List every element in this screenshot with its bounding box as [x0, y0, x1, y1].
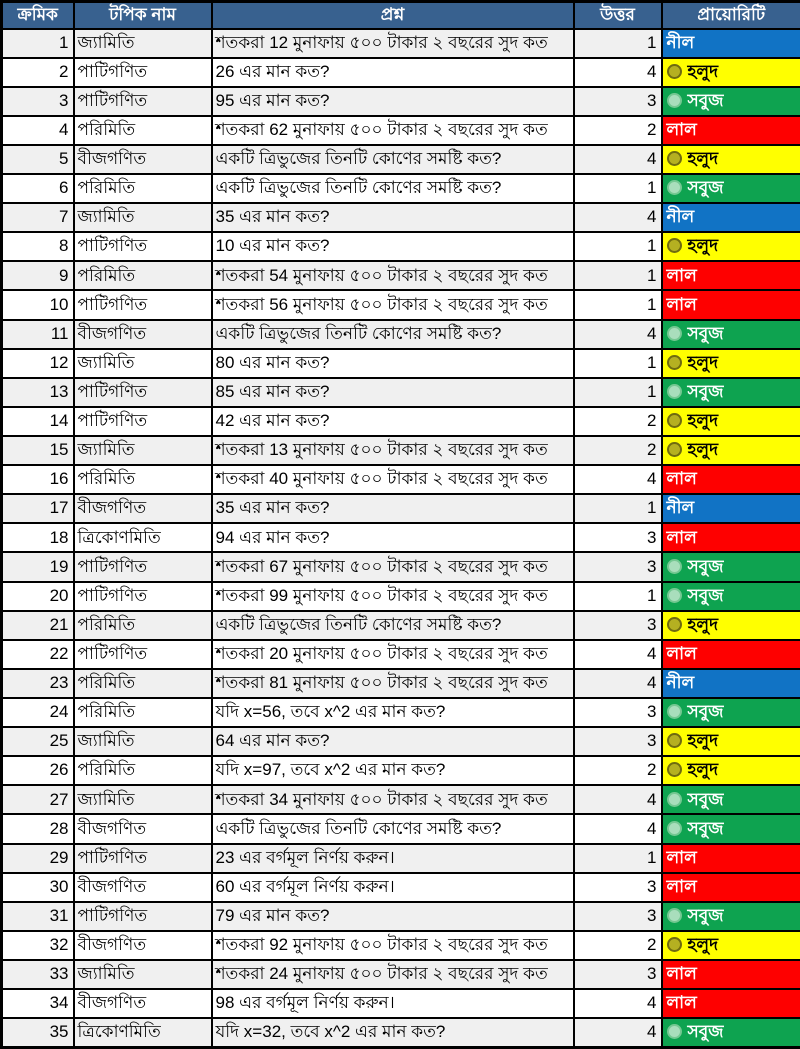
priority-label: হলুদ [687, 236, 719, 256]
topic-cell: পরিমিতি [74, 116, 212, 145]
topic-cell: পাটিগণিত [74, 58, 212, 87]
topic-cell: জ্যামিতি [74, 29, 212, 58]
question-cell: 35 এর মান কত? [212, 494, 574, 523]
priority-cell [662, 844, 800, 873]
question-cell: যদি x=97, তবে x^2 এর মান কত? [212, 756, 574, 785]
priority-label: লাল [666, 527, 697, 547]
priority-cell [662, 902, 800, 931]
question-cell: শতকরা 40 মুনাফায় ৫০০ টাকার ২ বছরের সুদ কত [212, 465, 574, 494]
answer-cell: 1 [574, 494, 662, 523]
priority-label: হলুদ [687, 149, 719, 169]
answer-cell: 3 [574, 727, 662, 756]
priority-cell [662, 785, 800, 814]
topic-cell: পাটিগণিত [74, 232, 212, 261]
priority-cell [662, 698, 800, 727]
priority-label: সবুজ [687, 178, 724, 198]
priority-cell [662, 145, 800, 174]
topic-cell: পরিমিতি [74, 698, 212, 727]
table-header [2, 2, 800, 29]
question-cell: 95 এর মান কত? [212, 87, 574, 116]
yellow-circle-icon [667, 617, 682, 632]
table-row [2, 145, 800, 174]
topic-cell: পাটিগণিত [74, 407, 212, 436]
priority-cell [662, 611, 800, 640]
green-circle-icon [667, 588, 682, 603]
green-circle-icon [667, 384, 682, 399]
answer-cell: 3 [574, 552, 662, 581]
question-cell: যদি x=56, তবে x^2 এর মান কত? [212, 698, 574, 727]
answer-cell: 4 [574, 640, 662, 669]
serial-cell: 17 [2, 494, 74, 523]
serial-cell: 13 [2, 378, 74, 407]
topic-cell: জ্যামিতি [74, 203, 212, 232]
priority-label: সবুজ [687, 818, 724, 838]
topic-cell: পাটিগণিত [74, 902, 212, 931]
table-row [2, 290, 800, 319]
question-cell: একটি ত্রিভুজের তিনটি কোণের সমষ্টি কত? [212, 814, 574, 843]
priority-cell [662, 756, 800, 785]
answer-cell: 4 [574, 989, 662, 1018]
answer-cell: 4 [574, 58, 662, 87]
serial-cell: 9 [2, 261, 74, 290]
green-circle-icon [667, 559, 682, 574]
serial-cell: 1 [2, 29, 74, 58]
question-cell: শতকরা 81 মুনাফায় ৫০০ টাকার ২ বছরের সুদ কত [212, 669, 574, 698]
table-row [2, 814, 800, 843]
answer-cell: 4 [574, 465, 662, 494]
table-row [2, 960, 800, 989]
answer-cell: 3 [574, 523, 662, 552]
answer-cell: 1 [574, 844, 662, 873]
priority-cell [662, 407, 800, 436]
priority-cell [662, 640, 800, 669]
topic-cell: বীজগণিত [74, 989, 212, 1018]
answer-cell: 4 [574, 203, 662, 232]
column-header-answer: উত্তর [574, 2, 662, 29]
serial-cell: 24 [2, 698, 74, 727]
table-row [2, 523, 800, 552]
question-cell: শতকরা 54 মুনাফায় ৫০০ টাকার ২ বছরের সুদ কত [212, 261, 574, 290]
priority-cell [662, 552, 800, 581]
priority-cell [662, 582, 800, 611]
table-row [2, 58, 800, 87]
table-row [2, 582, 800, 611]
green-circle-icon [667, 180, 682, 195]
question-cell: 98 এর বর্গমূল নির্ণয় করুন। [212, 989, 574, 1018]
priority-label: লাল [666, 265, 697, 285]
priority-cell [662, 232, 800, 261]
question-cell: শতকরা 92 মুনাফায় ৫০০ টাকার ২ বছরের সুদ কত [212, 931, 574, 960]
table-row [2, 87, 800, 116]
answer-cell: 4 [574, 320, 662, 349]
table-row [2, 727, 800, 756]
answer-cell: 4 [574, 669, 662, 698]
topic-cell: বীজগণিত [74, 320, 212, 349]
priority-label: হলুদ [687, 760, 719, 780]
serial-cell: 27 [2, 785, 74, 814]
question-cell: একটি ত্রিভুজের তিনটি কোণের সমষ্টি কত? [212, 611, 574, 640]
priority-cell [662, 174, 800, 203]
serial-cell: 7 [2, 203, 74, 232]
question-cell: 10 এর মান কত? [212, 232, 574, 261]
topic-cell: জ্যামিতি [74, 960, 212, 989]
serial-cell: 12 [2, 349, 74, 378]
priority-label: হলুদ [687, 731, 719, 751]
green-circle-icon [667, 821, 682, 836]
topic-cell: বীজগণিত [74, 931, 212, 960]
question-cell: শতকরা 67 মুনাফায় ৫০০ টাকার ২ বছরের সুদ কত [212, 552, 574, 581]
priority-cell [662, 669, 800, 698]
priority-cell [662, 989, 800, 1018]
topic-cell: জ্যামিতি [74, 727, 212, 756]
priority-cell [662, 320, 800, 349]
priority-label: নীল [666, 498, 695, 518]
topic-cell: পাটিগণিত [74, 290, 212, 319]
answer-cell: 3 [574, 611, 662, 640]
priority-cell [662, 960, 800, 989]
question-cell: 26 এর মান কত? [212, 58, 574, 87]
priority-cell [662, 873, 800, 902]
question-cell: 80 এর মান কত? [212, 349, 574, 378]
priority-cell [662, 349, 800, 378]
priority-label: সবুজ [687, 702, 724, 722]
answer-cell: 2 [574, 116, 662, 145]
serial-cell: 15 [2, 436, 74, 465]
topic-cell: পাটিগণিত [74, 552, 212, 581]
topic-cell: পরিমিতি [74, 669, 212, 698]
question-cell: একটি ত্রিভুজের তিনটি কোণের সমষ্টি কত? [212, 145, 574, 174]
answer-cell: 1 [574, 290, 662, 319]
priority-label: সবুজ [687, 789, 724, 809]
serial-cell: 3 [2, 87, 74, 116]
table-row [2, 465, 800, 494]
topic-cell: বীজগণিত [74, 494, 212, 523]
topic-cell: পাটিগণিত [74, 87, 212, 116]
topic-cell: ত্রিকোণমিতি [74, 523, 212, 552]
topic-cell: পরিমিতি [74, 756, 212, 785]
priority-label: সবুজ [687, 323, 724, 343]
priority-label: হলুদ [687, 352, 719, 372]
question-cell: 35 এর মান কত? [212, 203, 574, 232]
priority-label: লাল [666, 120, 697, 140]
column-header-topic: টপিক নাম [74, 2, 212, 29]
serial-cell: 2 [2, 58, 74, 87]
priority-label: লাল [666, 993, 697, 1013]
column-header-serial: ক্রমিক [2, 2, 74, 29]
topic-cell: পাটিগণিত [74, 844, 212, 873]
yellow-circle-icon [667, 733, 682, 748]
answer-cell: 2 [574, 756, 662, 785]
answer-cell: 3 [574, 698, 662, 727]
table-row [2, 844, 800, 873]
serial-cell: 4 [2, 116, 74, 145]
table-row [2, 931, 800, 960]
priority-label: লাল [666, 847, 697, 867]
table-row [2, 320, 800, 349]
answer-cell: 4 [574, 814, 662, 843]
table-row [2, 494, 800, 523]
question-cell: যদি x=32, তবে x^2 এর মান কত? [212, 1018, 574, 1047]
topic-cell: পাটিগণিত [74, 378, 212, 407]
priority-cell [662, 1018, 800, 1047]
question-cell: শতকরা 20 মুনাফায় ৫০০ টাকার ২ বছরের সুদ কত [212, 640, 574, 669]
serial-cell: 32 [2, 931, 74, 960]
topic-cell: বীজগণিত [74, 814, 212, 843]
priority-cell [662, 494, 800, 523]
answer-cell: 4 [574, 145, 662, 174]
topic-cell: জ্যামিতি [74, 785, 212, 814]
serial-cell: 10 [2, 290, 74, 319]
priority-label: লাল [666, 294, 697, 314]
priority-label: লাল [666, 964, 697, 984]
priority-label: নীল [666, 207, 695, 227]
column-header-question: প্রশ্ন [212, 2, 574, 29]
table-row [2, 232, 800, 261]
table-row [2, 203, 800, 232]
table-row [2, 989, 800, 1018]
priority-label: হলুদ [687, 411, 719, 431]
answer-cell: 3 [574, 873, 662, 902]
serial-cell: 30 [2, 873, 74, 902]
table-row [2, 1018, 800, 1047]
question-cell: শতকরা 56 মুনাফায় ৫০০ টাকার ২ বছরের সুদ কত [212, 290, 574, 319]
question-cell: শতকরা 62 মুনাফায় ৫০০ টাকার ২ বছরের সুদ কত [212, 116, 574, 145]
yellow-circle-icon [667, 762, 682, 777]
serial-cell: 18 [2, 523, 74, 552]
question-cell: 79 এর মান কত? [212, 902, 574, 931]
priority-label: সবুজ [687, 90, 724, 110]
priority-cell [662, 261, 800, 290]
priority-label: হলুদ [687, 61, 719, 81]
table-row [2, 407, 800, 436]
serial-cell: 31 [2, 902, 74, 931]
serial-cell: 19 [2, 552, 74, 581]
answer-cell: 4 [574, 1018, 662, 1047]
serial-cell: 34 [2, 989, 74, 1018]
question-cell: 42 এর মান কত? [212, 407, 574, 436]
green-circle-icon [667, 93, 682, 108]
answer-cell: 2 [574, 436, 662, 465]
question-cell: শতকরা 24 মুনাফায় ৫০০ টাকার ২ বছরের সুদ কত [212, 960, 574, 989]
table-row [2, 552, 800, 581]
priority-label: লাল [666, 644, 697, 663]
green-circle-icon [667, 908, 682, 923]
header-row [2, 2, 800, 29]
table-row [2, 436, 800, 465]
table-row [2, 261, 800, 290]
table-row [2, 698, 800, 727]
answer-cell: 1 [574, 582, 662, 611]
answer-cell: 1 [574, 261, 662, 290]
priority-label: হলুদ [687, 614, 719, 634]
yellow-circle-icon [667, 64, 682, 79]
answer-cell: 1 [574, 232, 662, 261]
column-header-priority: প্রায়োরিটি [662, 2, 800, 29]
green-circle-icon [667, 326, 682, 341]
serial-cell: 35 [2, 1018, 74, 1047]
serial-cell: 20 [2, 582, 74, 611]
topic-cell: পাটিগণিত [74, 582, 212, 611]
table-row [2, 174, 800, 203]
topic-cell: পরিমিতি [74, 465, 212, 494]
priority-cell [662, 465, 800, 494]
priority-cell [662, 727, 800, 756]
yellow-circle-icon [667, 238, 682, 253]
topic-cell: ত্রিকোণমিতি [74, 1018, 212, 1047]
topic-cell: বীজগণিত [74, 145, 212, 174]
green-circle-icon [667, 1024, 682, 1039]
priority-label: সবুজ [687, 585, 724, 605]
topic-cell: জ্যামিতি [74, 349, 212, 378]
answer-cell: 3 [574, 960, 662, 989]
serial-cell: 23 [2, 669, 74, 698]
priority-cell [662, 523, 800, 552]
question-cell: 64 এর মান কত? [212, 727, 574, 756]
priority-cell [662, 290, 800, 319]
priority-cell [662, 203, 800, 232]
table-row [2, 349, 800, 378]
answer-cell: 1 [574, 378, 662, 407]
question-cell: শতকরা 13 মুনাফায় ৫০০ টাকার ২ বছরের সুদ কত [212, 436, 574, 465]
serial-cell: 29 [2, 844, 74, 873]
priority-cell [662, 58, 800, 87]
answer-cell: 1 [574, 174, 662, 203]
priority-label: নীল [666, 32, 695, 52]
topic-cell: বীজগণিত [74, 873, 212, 902]
priority-label: লাল [666, 469, 697, 489]
table-row [2, 640, 800, 669]
priority-cell [662, 436, 800, 465]
priority-label: সবুজ [687, 382, 724, 402]
answer-cell: 1 [574, 29, 662, 58]
topic-cell: পরিমিতি [74, 174, 212, 203]
priority-cell [662, 931, 800, 960]
priority-cell [662, 87, 800, 116]
table-body [2, 29, 800, 1048]
green-circle-icon [667, 704, 682, 719]
table-row [2, 785, 800, 814]
serial-cell: 21 [2, 611, 74, 640]
priority-cell [662, 29, 800, 58]
serial-cell: 16 [2, 465, 74, 494]
question-cell: 85 এর মান কত? [212, 378, 574, 407]
serial-cell: 8 [2, 232, 74, 261]
question-cell: শতকরা 12 মুনাফায় ৫০০ টাকার ২ বছরের সুদ কত [212, 29, 574, 58]
table-row [2, 669, 800, 698]
table-row [2, 902, 800, 931]
yellow-circle-icon [667, 355, 682, 370]
priority-label: সবুজ [687, 1022, 724, 1042]
answer-cell: 3 [574, 87, 662, 116]
serial-cell: 26 [2, 756, 74, 785]
yellow-circle-icon [667, 442, 682, 457]
priority-cell [662, 378, 800, 407]
question-cell: 23 এর বর্গমূল নির্ণয় করুন। [212, 844, 574, 873]
question-cell: একটি ত্রিভুজের তিনটি কোণের সমষ্টি কত? [212, 320, 574, 349]
serial-cell: 28 [2, 814, 74, 843]
serial-cell: 33 [2, 960, 74, 989]
priority-label: নীল [666, 673, 695, 693]
topic-cell: পরিমিতি [74, 261, 212, 290]
serial-cell: 5 [2, 145, 74, 174]
priority-label: লাল [666, 876, 697, 896]
yellow-circle-icon [667, 151, 682, 166]
topic-cell: পরিমিতি [74, 611, 212, 640]
question-cell: শতকরা 34 মুনাফায় ৫০০ টাকার ২ বছরের সুদ কত [212, 785, 574, 814]
question-cell: শতকরা 99 মুনাফায় ৫০০ টাকার ২ বছরের সুদ কত [212, 582, 574, 611]
answer-cell: 3 [574, 902, 662, 931]
question-cell: একটি ত্রিভুজের তিনটি কোণের সমষ্টি কত? [212, 174, 574, 203]
answer-cell: 1 [574, 349, 662, 378]
table-row [2, 116, 800, 145]
serial-cell: 11 [2, 320, 74, 349]
topic-cell: জ্যামিতি [74, 436, 212, 465]
table-row [2, 378, 800, 407]
priority-cell [662, 116, 800, 145]
question-cell: 60 এর বর্গমূল নির্ণয় করুন। [212, 873, 574, 902]
table-row [2, 873, 800, 902]
table-row [2, 29, 800, 58]
serial-cell: 22 [2, 640, 74, 669]
priority-cell [662, 814, 800, 843]
priority-label: হলুদ [687, 440, 719, 460]
table-row [2, 611, 800, 640]
priority-label: হলুদ [687, 935, 719, 955]
serial-cell: 14 [2, 407, 74, 436]
green-circle-icon [667, 792, 682, 807]
priority-label: সবুজ [687, 556, 724, 576]
priority-label: সবুজ [687, 905, 724, 925]
yellow-circle-icon [667, 413, 682, 428]
question-cell: 94 এর মান কত? [212, 523, 574, 552]
answer-cell: 2 [574, 407, 662, 436]
serial-cell: 6 [2, 174, 74, 203]
yellow-circle-icon [667, 937, 682, 952]
answer-cell: 2 [574, 931, 662, 960]
table-row [2, 756, 800, 785]
topic-cell: পাটিগণিত [74, 640, 212, 669]
answer-cell: 4 [574, 785, 662, 814]
serial-cell: 25 [2, 727, 74, 756]
